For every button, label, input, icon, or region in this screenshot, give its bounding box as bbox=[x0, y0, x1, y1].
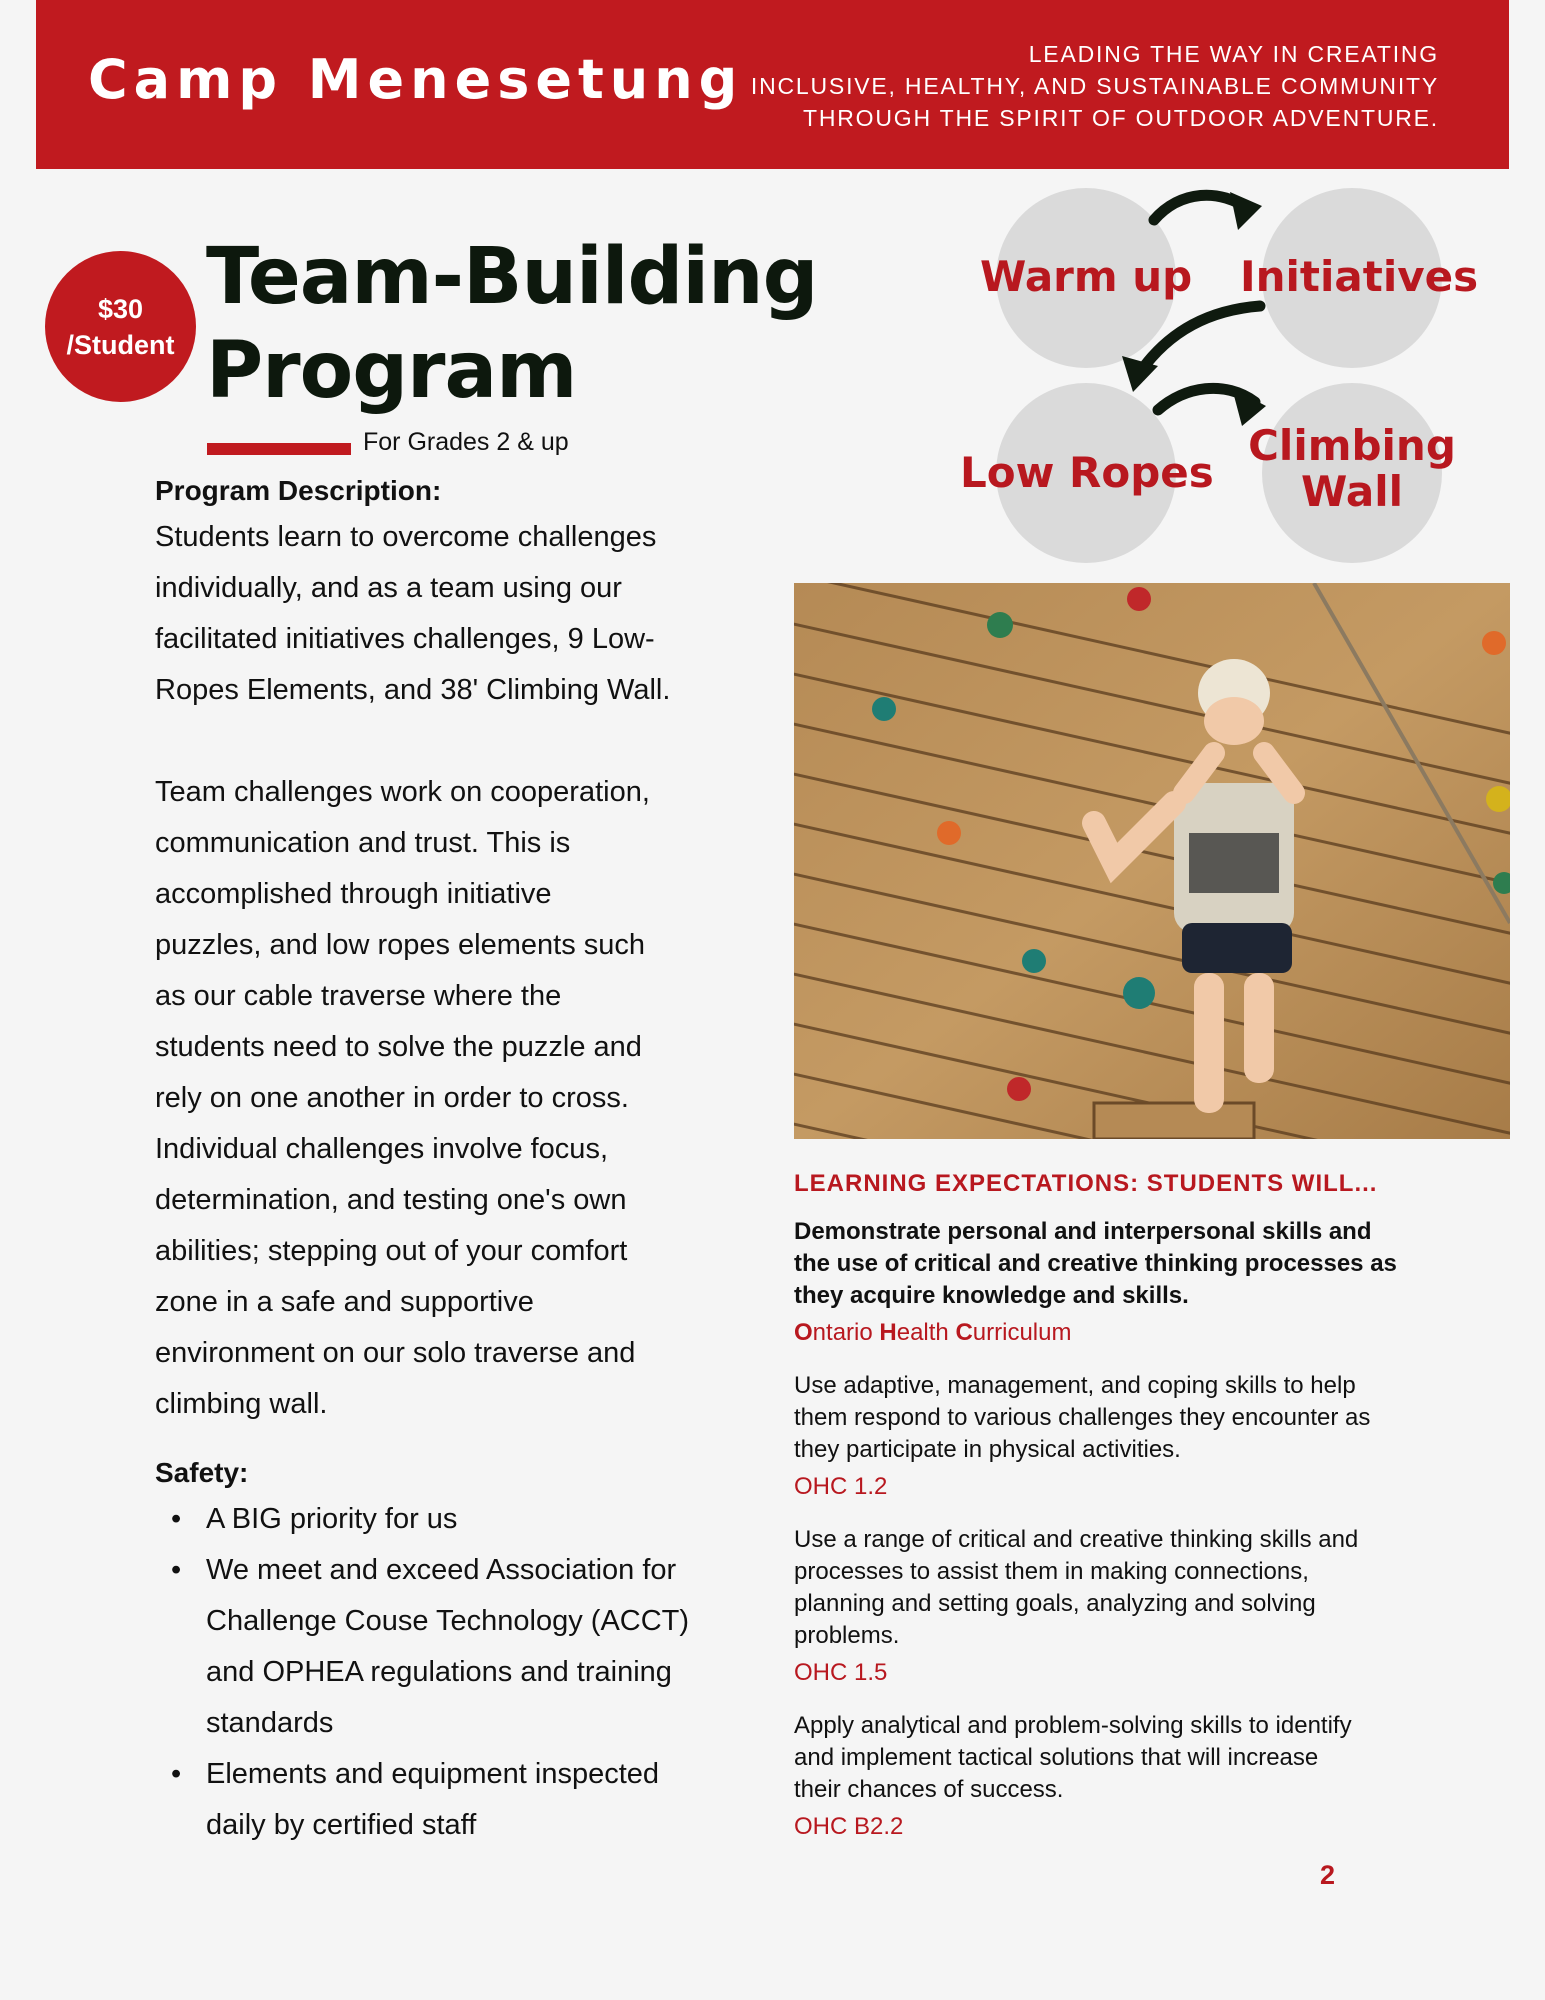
low-ropes-label: Low Ropes bbox=[960, 448, 1214, 497]
text-line: facilitated initiatives challenges, 9 Low- bbox=[155, 623, 655, 655]
text-line: Apply analytical and problem-solving skills to identify bbox=[794, 1712, 1352, 1739]
climbing-wall-label bbox=[1240, 423, 1464, 515]
text-line: rely on one another in order to cross. bbox=[155, 1082, 629, 1114]
text-line: environment on our solo traverse and bbox=[155, 1337, 636, 1369]
expectation-code: OHC 1.2 bbox=[794, 1473, 888, 1500]
text-line: Demonstrate personal and interpersonal skills and bbox=[794, 1218, 1372, 1245]
text-line: processes to assist them in making connections, bbox=[794, 1558, 1309, 1585]
program-description-heading: Program Description: bbox=[155, 475, 442, 506]
flow-arrows bbox=[1100, 180, 1400, 440]
text-line: they participate in physical activities. bbox=[794, 1436, 1181, 1463]
tagline-line: INCLUSIVE, HEALTHY, AND SUSTAINABLE COMMUNITY bbox=[750, 73, 1439, 99]
text-line: Use a range of critical and creative thinking skills and bbox=[794, 1526, 1359, 1553]
text-line: Team challenges work on cooperation, bbox=[155, 776, 650, 808]
price-amount: $30 bbox=[97, 293, 144, 324]
text-line: Wall bbox=[1301, 467, 1403, 516]
expectation-item bbox=[794, 1370, 1510, 1466]
text-line: • Elements and equipment inspected bbox=[206, 1758, 660, 1790]
text-line: and implement tactical solutions that will increase bbox=[794, 1744, 1319, 1771]
text-line: students need to solve the puzzle and bbox=[155, 1031, 642, 1063]
text-line: them respond to various challenges they encounter as bbox=[794, 1404, 1371, 1431]
text-line: the use of critical and creative thinking processes as bbox=[794, 1250, 1397, 1277]
learning-expectations-heading: LEARNING EXPECTATIONS: STUDENTS WILL... bbox=[794, 1170, 1378, 1197]
title-line: Program bbox=[206, 326, 577, 416]
list-item bbox=[155, 1749, 765, 1851]
text-line: daily by certified staff bbox=[206, 1809, 477, 1841]
list-item bbox=[155, 1545, 765, 1749]
tagline-line: LEADING THE WAY IN CREATING bbox=[1028, 41, 1439, 67]
arrow-head-icon bbox=[1230, 192, 1262, 230]
expectation-item bbox=[794, 1524, 1510, 1652]
text-line: Use adaptive, management, and coping skills to help bbox=[794, 1372, 1356, 1399]
list-item bbox=[155, 1494, 765, 1545]
text-line: zone in a safe and supportive bbox=[155, 1286, 534, 1318]
warm-up-label: Warm up bbox=[980, 252, 1193, 301]
price-unit: /Student bbox=[66, 329, 175, 360]
climbing-wall-photo bbox=[794, 583, 1510, 1139]
grades-label: For Grades 2 & up bbox=[363, 428, 569, 456]
text-line: abilities; stepping out of your comfort bbox=[155, 1235, 628, 1267]
text-line: determination, and testing one's own bbox=[155, 1184, 627, 1216]
learning-expectations bbox=[794, 1164, 1510, 1844]
curriculum-label: Ontario Health Curriculum bbox=[794, 1319, 1072, 1346]
description-paragraph bbox=[155, 767, 765, 1430]
expectation-item bbox=[794, 1710, 1510, 1806]
safety-heading: Safety: bbox=[155, 1457, 249, 1488]
header-banner bbox=[36, 0, 1509, 169]
text-line: planning and setting goals, analyzing and solving bbox=[794, 1590, 1316, 1617]
text-line: Challenge Couse Technology (ACCT) bbox=[206, 1605, 690, 1637]
left-column bbox=[155, 470, 765, 1851]
text-line: Climbing bbox=[1248, 421, 1456, 470]
page-title bbox=[206, 230, 817, 418]
description-paragraph bbox=[155, 512, 765, 716]
text-line: communication and trust. This is bbox=[155, 827, 571, 859]
text-line: Individual challenges involve focus, bbox=[155, 1133, 608, 1165]
text-line: their chances of success. bbox=[794, 1776, 1064, 1803]
text-line: standards bbox=[206, 1707, 334, 1739]
text-line: Ropes Elements, and 38' Climbing Wall. bbox=[155, 674, 671, 706]
camp-name: Camp Menesetung bbox=[88, 48, 744, 111]
title-underline bbox=[207, 443, 351, 455]
page-number: 2 bbox=[1320, 1860, 1336, 1890]
price-badge bbox=[45, 251, 196, 402]
text-line: problems. bbox=[794, 1622, 900, 1649]
text-line: Students learn to overcome challenges bbox=[155, 521, 657, 553]
tagline bbox=[679, 38, 1439, 134]
initiatives-label: Initiatives bbox=[1240, 252, 1479, 301]
text-line: as our cable traverse where the bbox=[155, 980, 562, 1012]
main-expectation bbox=[794, 1216, 1510, 1312]
text-line: climbing wall. bbox=[155, 1388, 328, 1420]
text-line: they acquire knowledge and skills. bbox=[794, 1282, 1189, 1309]
text-line: and OPHEA regulations and training bbox=[206, 1656, 672, 1688]
tagline-line: THROUGH THE SPIRIT OF OUTDOOR ADVENTURE. bbox=[803, 105, 1439, 131]
safety-list bbox=[155, 1494, 765, 1851]
text-line: accomplished through initiative bbox=[155, 878, 552, 910]
expectation-code: OHC 1.5 bbox=[794, 1659, 888, 1686]
title-line: Team-Building bbox=[206, 232, 818, 322]
arrow-initiatives-to-lowropes bbox=[1140, 306, 1260, 372]
text-line: • A BIG priority for us bbox=[206, 1503, 458, 1535]
text-line: puzzles, and low ropes elements such bbox=[155, 929, 646, 961]
expectation-code: OHC B2.2 bbox=[794, 1813, 904, 1840]
text-line: individually, and as a team using our bbox=[155, 572, 622, 604]
text-line: • We meet and exceed Association for bbox=[206, 1554, 677, 1586]
